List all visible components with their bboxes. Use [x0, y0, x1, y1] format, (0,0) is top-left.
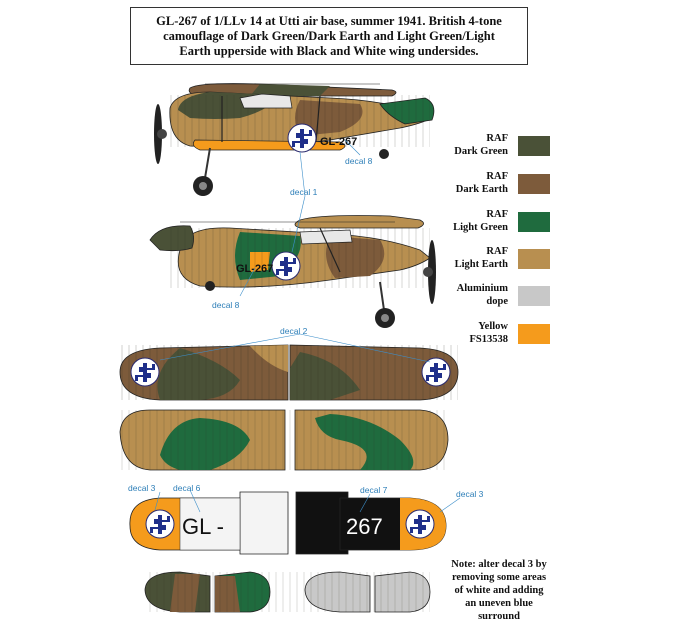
decal-3-left-label: decal 3 [128, 483, 156, 493]
decal-3-right-label: decal 3 [456, 489, 484, 499]
decal-8-bottom-label: decal 8 [212, 300, 240, 310]
legend-item-dark-green [430, 128, 550, 168]
underside-code-left: GL - [182, 514, 224, 539]
side-view-top [154, 84, 434, 197]
legend-swatch [518, 286, 550, 306]
legend-swatch [518, 174, 550, 194]
note-line: of white and adding [454, 585, 544, 596]
legend-swatch [518, 249, 550, 269]
note-line: removing some areas [451, 572, 547, 583]
legend-swatch [518, 136, 550, 156]
underside-wings [130, 492, 446, 554]
title-line-1: GL-267 of 1/LLv 14 at Utti air base, summer 1941. British 4-tone [156, 13, 502, 28]
note-text [439, 558, 559, 623]
note-line: surround [478, 611, 520, 622]
upper-wing-plan [120, 345, 458, 400]
decal-2-label: decal 2 [280, 326, 308, 336]
legend-label: RAF Light Green [453, 209, 508, 233]
underside-code-right: 267 [346, 514, 383, 539]
legend-label: Yellow FS13538 [469, 321, 508, 345]
side-view-bottom [150, 216, 436, 329]
title-line-3: Earth upperside with Black and White wing undersides. [179, 43, 479, 58]
legend-item-light-earth [430, 241, 550, 281]
decal-7-label: decal 7 [360, 485, 388, 495]
side-code-bottom: GL-267 [236, 263, 274, 275]
lower-wing-plan [120, 410, 448, 470]
legend-item-yellow [430, 316, 550, 356]
legend-label: RAF Dark Earth [455, 171, 508, 195]
side-code-top: GL-267 [320, 136, 358, 148]
legend-label: RAF Light Earth [454, 246, 508, 270]
legend-label: Aluminium dope [456, 283, 508, 307]
legend-item-dark-earth [430, 166, 550, 206]
legend-swatch [518, 324, 550, 344]
tailplanes [145, 572, 430, 612]
legend-label: RAF Dark Green [454, 133, 508, 157]
note-line: Note: alter decal 3 by [451, 559, 547, 570]
decal-6-label: decal 6 [173, 483, 201, 493]
decal-1-label: decal 1 [290, 187, 318, 197]
legend-item-aluminium [430, 278, 550, 318]
note-line: an uneven blue [465, 598, 533, 609]
title-line-2: camouflage of Dark Green/Dark Earth and Light Green/Light [163, 28, 495, 43]
decal-8-top-label: decal 8 [345, 156, 373, 166]
legend-swatch [518, 212, 550, 232]
legend-item-light-green [430, 204, 550, 244]
